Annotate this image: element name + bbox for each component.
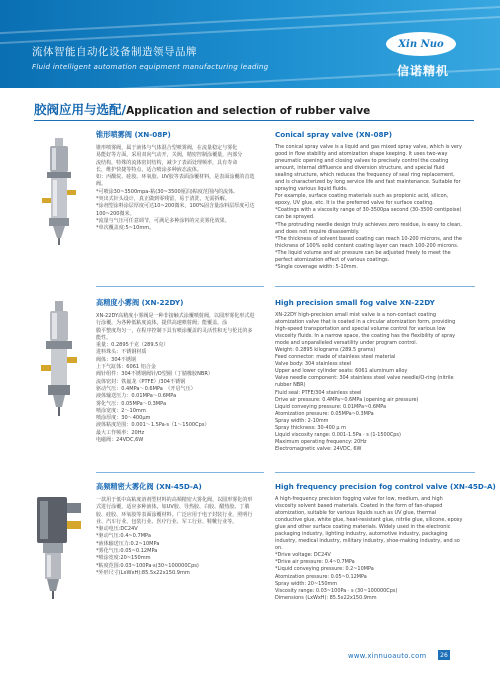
section-3-en-line: packaging industry, lighting industry, automotive industry, packaging: [275, 531, 448, 538]
section-2-en-line: Drive air pressure: 0.4MPa~0.6MPa (opening air pressure): [275, 396, 419, 403]
section-1-cn-line: 锥形喷雾阀，属于液体与气体混合型喷雾阀，在流量稳定与雾化: [96, 145, 238, 151]
section-2-en-line: Valve needle component: 304 stainless steel valve needle/O-ring (nitrile: [275, 375, 454, 382]
section-2-en-line: Electromagnetic valve: 24VDC, 6W: [275, 445, 362, 452]
section-2-en-line: Weight: 0.2895 kilograms (289.5 grams): [275, 347, 376, 354]
section-1-en-line: For example, surface coating materials such as propionic acid, silicon,: [275, 193, 449, 200]
section-2-en-line: XN-22DY high-precision small mist valve is a non-contact coating: [275, 312, 437, 318]
section-3-cn-line: *液体输送压力:0.2~10MPa: [96, 540, 160, 547]
fog-control-valve-image: [30, 492, 88, 600]
section-2-cn-line: 喷涂宽度：2～10mm: [96, 407, 146, 414]
section-1-en-line: perfect atomization effect of various coatings.: [275, 256, 390, 263]
section-1-en: [275, 130, 475, 271]
section-3-cn-line: *雾化气压:0.05~0.12MPa: [96, 548, 158, 555]
section-2-cn-line: 上下气缸体：6061 铝合金: [96, 364, 156, 371]
section-2-cn-line: 膜平整度均匀一，在程序控制下具有喷涂覆盖的灵活性和无与伦比的多: [96, 327, 253, 334]
section-1-en-line: *Coatings with a viscosity range of 30-3500pa second (30-3500 centipoise): [275, 207, 462, 214]
section-1-en-line: pneumatic opening and closing valves to precisely control the coating: [275, 158, 449, 165]
section-1-en-line: amount, internal diffluence and diversion structure, and special fluid: [275, 165, 445, 172]
page-title-en: Application and selection of rubber valve: [126, 105, 371, 117]
section-3-en-line: industry, medical industry, military industry, shoe-making industry, and so: [275, 538, 460, 545]
section-3-en: [275, 482, 496, 602]
section-2-en-line: Fluid seal: PTFE/304 stainless steel: [275, 389, 362, 396]
section-3-en-line: *Drive voltage: DC24V: [275, 552, 331, 559]
section-2-cn-line: 电磁阀：24VDC,6W: [96, 437, 144, 444]
company-slogan-en: Fluid intelligent automation equipment manufacturing leading: [32, 62, 269, 71]
section-2-en-line: Feed connector: made of stainless steel material: [275, 354, 396, 361]
page-title-cn: 胶阀应用与选配/: [34, 102, 127, 117]
section-3-cn-line: 式进行涂覆，适应多种液体，如UV胶、导热胶、白胶、醋热胶、丁腈: [96, 504, 250, 511]
section-3-cn-line: *喷涂宽度:20~150mm: [96, 555, 151, 562]
small-fog-valve-image: [34, 300, 84, 418]
page-number: 26: [438, 650, 450, 660]
section-3-en-line: on.: [275, 545, 283, 552]
section-2-en-line: Liquid viscosity range: 0.001-1.5Pa · s (1-1500Cps): [275, 431, 401, 438]
section-1-en-line: and does not require disassembly.: [275, 228, 360, 235]
section-3-en-line: conductive glue, white glue, heat-resistant glue, nitrile glue, silicone, epoxy: [275, 517, 463, 524]
section-2-cn-line: 最大工作频率：20Hz: [96, 429, 145, 436]
section-3-cn-line: *驱动气压:0.4~0.7MPa: [96, 533, 151, 540]
section-3-cn: [96, 482, 264, 577]
section-2-en-line: Liquid conveying pressure: 0.01MPa~0.6MPa: [275, 403, 387, 410]
section-divider: [275, 286, 475, 287]
section-1-en-line: *The liquid volume and air pressure can be adjusted freely to meet the: [275, 249, 451, 256]
section-1-en-title: Conical spray valve (XN-08P): [275, 130, 393, 139]
section-1-cn-line: *突出式针头设计，真正做到零残留，易于清洗，无需拆解。: [96, 196, 230, 203]
section-2-en-title: High precision small fog valve XN-22DY: [275, 298, 435, 307]
section-2-en-line: atomization valve that is coated in a circular atomization form, providing: [275, 319, 456, 326]
section-1-cn-line: 易能好等方面，采用双向气动开，关阀，精密控制涂覆量，内部分: [96, 152, 243, 159]
section-1-cn-line: 长，维护快捷等特点，适合喷涂多种液态流体。: [96, 166, 202, 173]
section-3-en-line: glue and other surface coating materials. Widely used in the electronic: [275, 524, 451, 531]
logo-text: Xin Nuo: [398, 38, 444, 50]
section-1-en-line: *The protruding needle design truly achieves zero residue, is easy to clean,: [275, 221, 462, 228]
section-divider: [96, 472, 264, 473]
section-2-cn-line: 行涂覆，为各种低粘度流体，提供高速喷射阀；能覆盖，涂: [96, 320, 228, 327]
section-2-cn-line: 阀针组件：304不锈钢阀针/O型圈（丁腈橡胶NBR）: [96, 371, 213, 378]
page-title: [34, 100, 370, 118]
section-2-cn-line: 液体输送压力：0.01MPa～0.6MPa: [96, 393, 177, 400]
header-banner: [0, 0, 500, 88]
company-logo: [386, 32, 456, 56]
section-2-en-line: mode and unparalleled versatility under program control.: [275, 340, 418, 347]
conical-spray-valve-image: [36, 138, 82, 246]
section-2-en-line: viscosity fluids. In a narrow space, the coating has the flexibility of spray: [275, 333, 456, 340]
section-2-cn-line: 液体粘度范围：0.001～1.5Pa·s（1～1500Cps）: [96, 422, 210, 429]
section-1-cn: [96, 130, 264, 233]
company-slogan-cn: 流体智能自动化设备制造领导品牌: [32, 46, 197, 58]
section-3-cn-line: 一款用于低中高粘度溶剂型材料的高频精密大雾化阀，以圆形雾化的形: [96, 497, 253, 503]
section-1-en-line: and is characterized by long service life and fast maintenance. Suitable for: [275, 179, 461, 186]
section-2-cn-title: 高精度小雾阀 (XN-22DY): [96, 298, 184, 307]
section-3-cn-title: 高频精密大雾化阀 (XN-45D-A): [96, 482, 202, 491]
section-2-cn-line: 驱动气压：0.4MPa～0.6MPa （开启气压）: [96, 385, 196, 392]
section-3-en-line: *Liquid conveying pressure: 0.2~10MPa: [275, 566, 374, 573]
section-1-en-line: can be sprayed.: [275, 214, 315, 221]
title-divider: [34, 120, 474, 121]
section-2-en-line: Maximum operating frequency: 20Hz: [275, 438, 367, 445]
section-2-cn-line: 能性。: [96, 334, 112, 341]
section-1-en-line: epoxy, UV glue, etc. It is the preferred valve for surface coating.: [275, 200, 434, 207]
section-2-cn-line: 流体密封：铁氟龙（PTFE）/304不锈钢: [96, 378, 186, 385]
section-2-en-line: Spray width: 2-10mm: [275, 417, 329, 424]
section-1-en-line: thickness of 100% solid content coating layer can reach 100-200 microns.: [275, 242, 459, 249]
section-2-cn-line: 雾化气压：0.05MPa～0.3MPa: [96, 400, 167, 407]
section-2-en: [275, 298, 475, 453]
section-1-cn-title: 锥形喷雾阀 (XN-08P): [96, 130, 171, 139]
section-2-en-line: Atomization pressure: 0.05MPa~0.3MPa: [275, 410, 374, 417]
section-1-cn-line: *流量与气压可任意调节，可满足多种涂料的完美雾化效果。: [96, 217, 230, 224]
section-2-en-line: high-speed transportation and special volume control for various low: [275, 326, 446, 333]
section-1-en-line: spraying various liquid fluids.: [275, 186, 348, 193]
logo-name-cn: 信诺精机: [396, 64, 449, 78]
section-1-en-line: *Single coverage width: 5-10mm.: [275, 263, 358, 270]
section-3-cn-line: 业、汽车行业、包装行业、医疗行业、军工行业、鞋靴行业等。: [96, 518, 238, 525]
section-1-cn-line: *单次覆盖度:5~10mm。: [96, 225, 155, 232]
section-1-cn-line: 如：丙酸烷、硅胶、环氧胶、UV胶等表面涂覆材料，是表面涂覆的首选阀。: [96, 174, 255, 188]
section-2-en-line: rubber NBR): [275, 382, 306, 389]
section-2-cn-line: 喷涂厚度：30～400μm: [96, 415, 151, 422]
section-3-en-line: Viscosity range: 0.03~100Pa · s (30~100000Cps): [275, 587, 398, 594]
section-1-cn-line: *可喷涂30~3500mpa-粘(30~3500厘泊)粘度范围内的流体。: [96, 188, 239, 195]
section-divider: [275, 472, 475, 473]
section-3-cn-line: 胶、硅胶、环氧胶等表面涂覆材料。广泛应用于电子封装行业，照明行: [96, 511, 253, 518]
section-3-en-line: viscosity solvent based materials. Coated in the form of fan-shaped: [275, 503, 443, 510]
section-3-en-line: Spray width: 20~150mm: [275, 580, 338, 587]
section-3-en-line: Dimensions (LxWxH): 85.5x22x150.9mm: [275, 594, 377, 601]
section-1-en-line: The conical spray valve is a liquid and gas mixed spray valve, which is very: [275, 144, 462, 150]
section-3-en-line: Atomization pressure: 0.05~0.12MPa: [275, 573, 367, 580]
section-3-cn-line: *外形尺寸(LxWxH):85.5x22x150.9mm: [96, 569, 190, 576]
section-3-en-title: High frequency precision fog control valve (XN-45D-A): [275, 482, 496, 491]
footer-website[interactable]: www.xinnuoauto.com: [348, 652, 427, 660]
section-3-en-line: atomization, suitable for various liquids such as UV glue, thermal: [275, 510, 437, 517]
section-2-cn-line: 阀体：304不锈钢: [96, 356, 136, 363]
section-2-cn-line: 进料珠头：不锈钢材质: [96, 349, 147, 356]
section-3-en-line: *Drive air pressure: 0.4~0.7MPa: [275, 559, 355, 566]
section-2-en-line: Upper and lower cylinder seats: 6061 aluminum alloy: [275, 368, 408, 375]
section-2-en-line: Spray thickness: 30-400 μ m: [275, 424, 346, 431]
section-2-cn-line: 重量：0.2895千克（289.5克）: [96, 342, 169, 349]
section-3-en-line: A high-frequency precision fogging valve for low, medium, and high: [275, 496, 443, 502]
section-3-cn-line: *驱动电压:DC24V: [96, 526, 138, 533]
section-2-cn: [96, 298, 264, 444]
section-1-en-line: good in flow stability and atomization shape keeping. It uses two-way: [275, 151, 448, 158]
section-2-cn-line: XN-22DY高精度小雾阀是一种非接触式涂覆喷射阀，以圆形雾化形式进: [96, 313, 255, 319]
section-1-cn-line: 流结构，特殊的流体密封结构，减少了表面处理频率，具有寿命: [96, 159, 238, 166]
section-3-cn-line: *粘度范围:0.03~100Pa·s(30~100000Cps): [96, 562, 199, 569]
section-divider: [96, 286, 264, 287]
section-1-en-line: sealing structure, which reduces the frequency of seal ring replacement,: [275, 172, 455, 179]
section-1-en-line: *The thickness of solvent based coating can reach 10-200 microns, and the: [275, 235, 462, 242]
section-1-cn-line: *涂剂型涂料涂层厚度可达10~200微米，100%固含量涂料层厚度可达100~200微米。: [96, 203, 255, 217]
section-2-en-line: Valve body: 304 stainless steel: [275, 361, 352, 368]
